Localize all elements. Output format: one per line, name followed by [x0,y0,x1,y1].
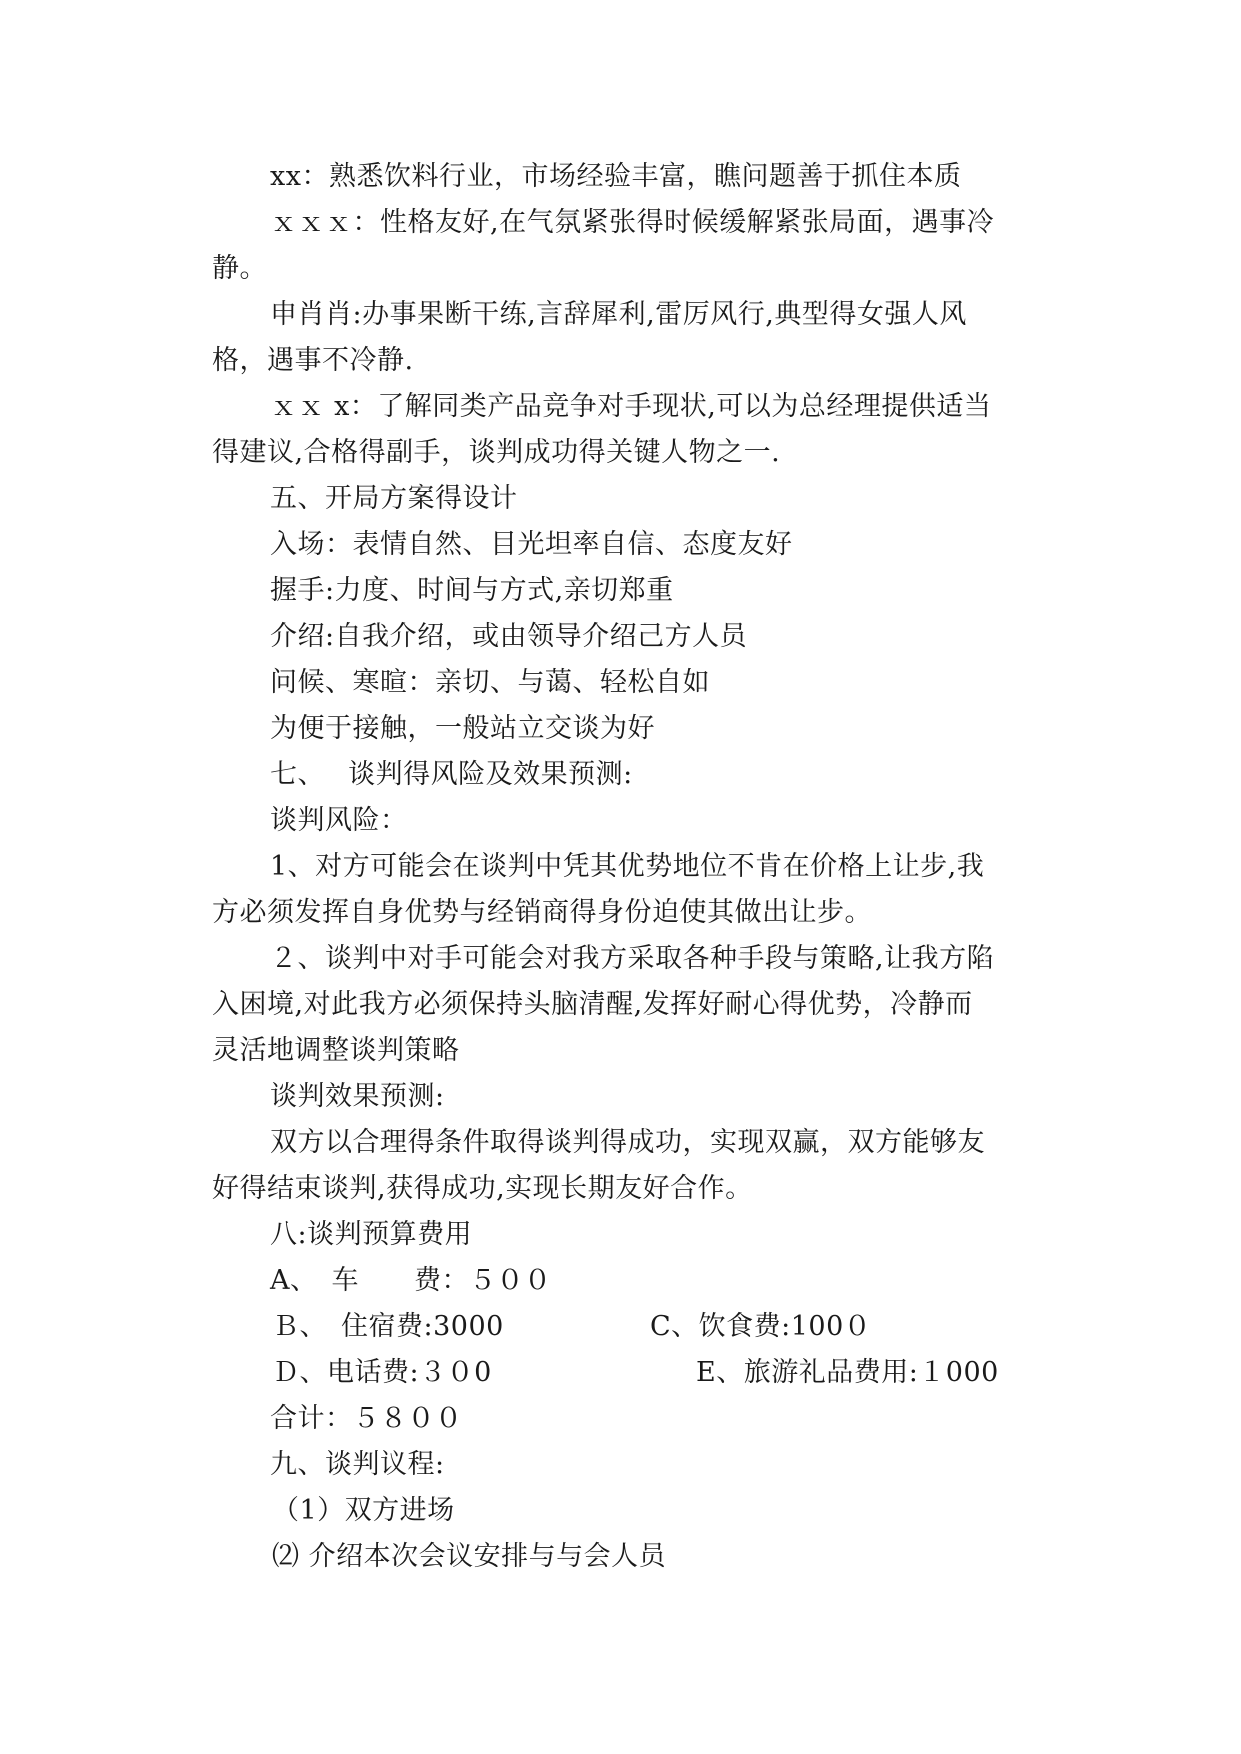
paragraph-member-xx-x: ｘｘ x：了解同类产品竞争对手现状,可以为总经理提供适当 [270,391,992,422]
budget-item-d: Ｄ、电话费:３０0 [272,1357,492,1388]
paragraph-member-xx-x-cont: 得建议,合格得副手，谈判成功得关键人物之一. [212,437,781,468]
section-heading-risk: 七、 谈判得风险及效果预测: [270,759,633,790]
budget-item-b: Ｂ、 住宿费:3000 [272,1311,504,1342]
paragraph-member-xxx: ｘｘｘ：性格友好,在气氛紧张得时候缓解紧张局面，遇事冷 [270,207,995,238]
paragraph-risk-1-cont: 方必须发挥自身优势与经销商得身份迫使其做出让步。 [212,897,872,928]
paragraph-contact: 为便于接触，一般站立交谈为好 [270,713,655,744]
paragraph-handshake: 握手:力度、时间与方式,亲切郑重 [270,575,674,606]
budget-total: 合计：５８００ [270,1403,463,1434]
paragraph-greeting: 问候、寒暄：亲切、与蔼、轻松自如 [270,667,710,698]
paragraph-member-xx: xx：熟悉饮料行业，市场经验丰富，瞧问题善于抓住本质 [270,161,962,192]
paragraph-risk-1: 1、对方可能会在谈判中凭其优势地位不肯在价格上让步,我 [270,851,985,882]
budget-row-bc [212,1304,1032,1350]
paragraph-member-xxx-cont: 静。 [212,253,267,284]
paragraph-member-shen: 申肖肖:办事果断干练,言辞犀利,雷厉风行,典型得女强人风 [270,299,967,330]
paragraph-member-shen-cont: 格，遇事不冷静. [212,345,414,376]
budget-item-c: C、饮食费:100０ [650,1311,872,1342]
paragraph-entrance: 入场：表情自然、目光坦率自信、态度友好 [270,529,793,560]
section-heading-budget: 八:谈判预算费用 [270,1219,473,1250]
budget-item-e: E、旅游礼品费用:１000 [696,1357,999,1388]
budget-line-a: A、 车 费：５００ [270,1265,552,1296]
budget-row-de [212,1350,1032,1396]
agenda-item-1: （1）双方进场 [272,1495,455,1526]
paragraph-introduction: 介绍:自我介绍，或由领导介绍己方人员 [270,621,748,652]
section-heading-agenda: 九、谈判议程: [270,1449,445,1480]
paragraph-outcome: 双方以合理得条件取得谈判得成功，实现双赢，双方能够友 [270,1127,985,1158]
paragraph-risk-2: ２、谈判中对手可能会对我方采取各种手段与策略,让我方陷 [270,943,995,974]
section-heading-opening: 五、开局方案得设计 [270,483,518,514]
paragraph-outcome-cont: 好得结束谈判,获得成功,实现长期友好合作。 [212,1173,753,1204]
paragraph-risk-2-cont: 入困境,对此我方必须保持头脑清醒,发挥好耐心得优势，冷静而 [212,989,973,1020]
document-body [212,154,1032,1580]
subheading-outcome: 谈判效果预测: [270,1081,445,1112]
paragraph-risk-2-end: 灵活地调整谈判策略 [212,1035,460,1066]
agenda-item-2: ⑵ 介绍本次会议安排与与会人员 [272,1541,667,1572]
subheading-risk: 谈判风险： [270,805,408,836]
